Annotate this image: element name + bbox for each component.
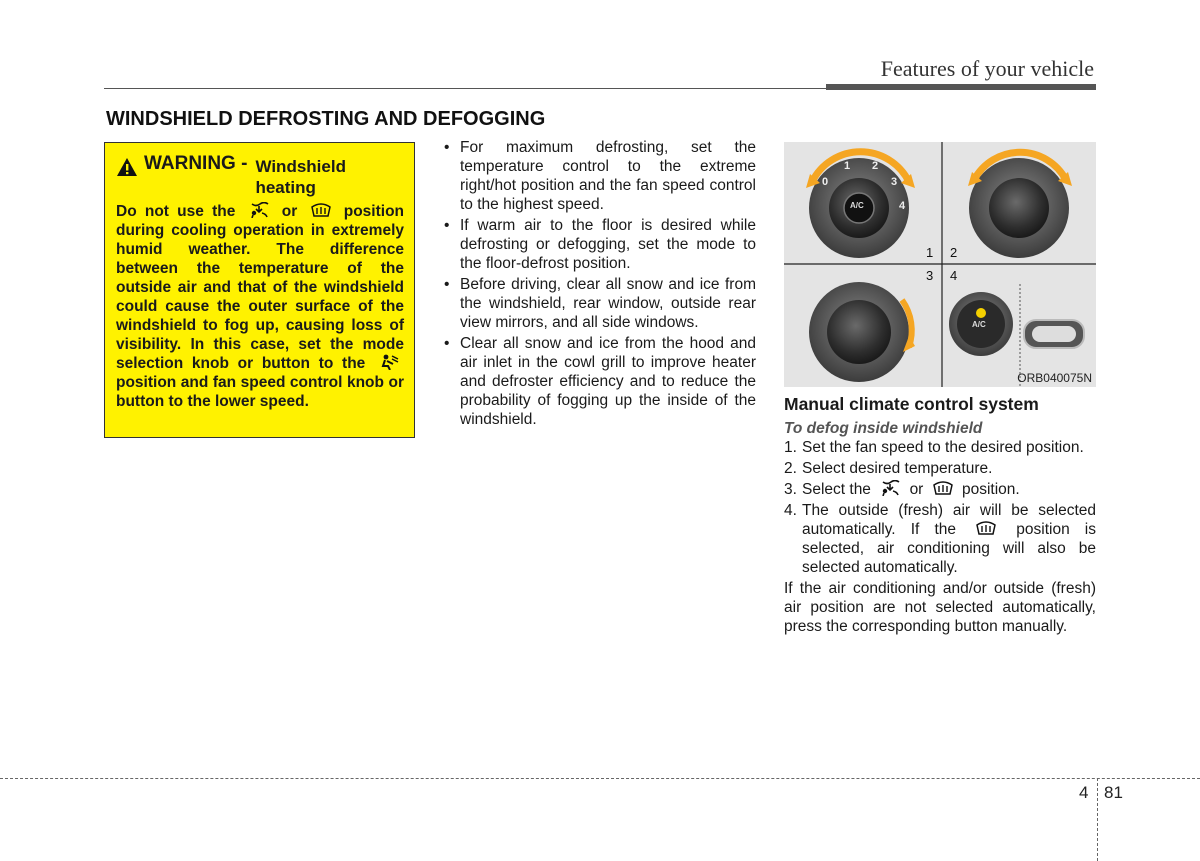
header-rule-accent <box>826 84 1096 90</box>
manual-subtitle: To defog inside windshield <box>784 420 983 437</box>
figure-label-2: 2 <box>950 245 958 260</box>
floor-vent-icon <box>378 354 400 370</box>
figure-label-3: 3 <box>926 268 934 283</box>
section-title: WINDSHIELD DEFROSTING AND DEFOGGING <box>106 108 546 130</box>
defrost-icon <box>310 202 332 218</box>
list-item: • If warm air to the floor is desired while defrosting or defogging, set the mode to the floor-defrost position. <box>442 216 756 273</box>
fan-mark-3: 3 <box>891 176 898 188</box>
defrost-icon <box>932 480 954 496</box>
warning-subject: Windshield heating <box>255 157 346 197</box>
figure-label-4: 4 <box>950 268 958 283</box>
climate-control-illustration <box>784 142 1096 387</box>
warning-header <box>116 153 404 198</box>
manual-title: Manual climate control system <box>784 394 1039 414</box>
list-item: • Clear all snow and ice from the hood and air inlet in the cowl grill to improve heater and defroster efficiency and to reduce the probability of fogging up the inside of the windshield. <box>442 334 756 429</box>
bullet-list <box>442 138 756 431</box>
list-item: 4. The outside (fresh) air will be selected automatically. If the position is selected, air conditioning will also be selected automatically. <box>784 502 1097 576</box>
list-item: • Before driving, clear all snow and ice from the windshield, rear window, outside rear view mirrors, and all side windows. <box>442 275 756 332</box>
floor-defrost-icon <box>879 480 901 496</box>
header-rule <box>104 88 826 89</box>
footer-divider <box>1097 778 1098 861</box>
ac-knob-label: A/C <box>850 201 864 210</box>
page-number: 81 <box>1104 783 1123 802</box>
fan-mark-2: 2 <box>872 160 879 172</box>
list-item: • For maximum defrosting, set the temperature control to the extreme right/hot position and the fan speed control to the highest speed. <box>442 138 756 214</box>
figure-label-1: 1 <box>926 245 934 260</box>
footer-rule <box>0 778 1200 779</box>
chapter-number: 4 <box>1079 783 1089 802</box>
header-title: Features of your vehicle <box>880 56 1094 81</box>
steps-list <box>784 438 1096 577</box>
manual-section <box>784 393 1096 636</box>
ac-button-label: A/C <box>972 320 986 329</box>
warning-box <box>104 142 415 438</box>
figure-code: ORB040075N <box>1017 371 1092 385</box>
defrost-icon <box>975 520 997 536</box>
warning-word: WARNING - <box>144 153 248 174</box>
floor-defrost-icon <box>248 202 270 218</box>
list-item: 2. Select desired temperature. <box>784 460 993 477</box>
warning-triangle-icon <box>116 157 138 177</box>
climate-control-figure <box>784 142 1096 387</box>
fan-mark-4: 4 <box>899 200 906 212</box>
list-item: 1. Set the fan speed to the desired position. <box>784 439 1084 456</box>
manual-paragraph: If the air conditioning and/or outside (fresh) air position are not selected automatically, press the corresponding button manually. <box>784 580 1096 635</box>
fan-mark-1: 1 <box>844 160 851 172</box>
warning-text: Do not use the or position during cooling operation in extremely humid weather. The difference between the temperature of the outside air and that of the windshield could cause the outer surface of the windshield to fog up, causing loss of visibility. In this case, set the mode selection knob or button to the position and fan speed control knob or button to the lower speed. <box>116 203 405 410</box>
list-item: 3. Select the or position. <box>784 481 1020 498</box>
fan-mark-0: 0 <box>822 176 829 188</box>
